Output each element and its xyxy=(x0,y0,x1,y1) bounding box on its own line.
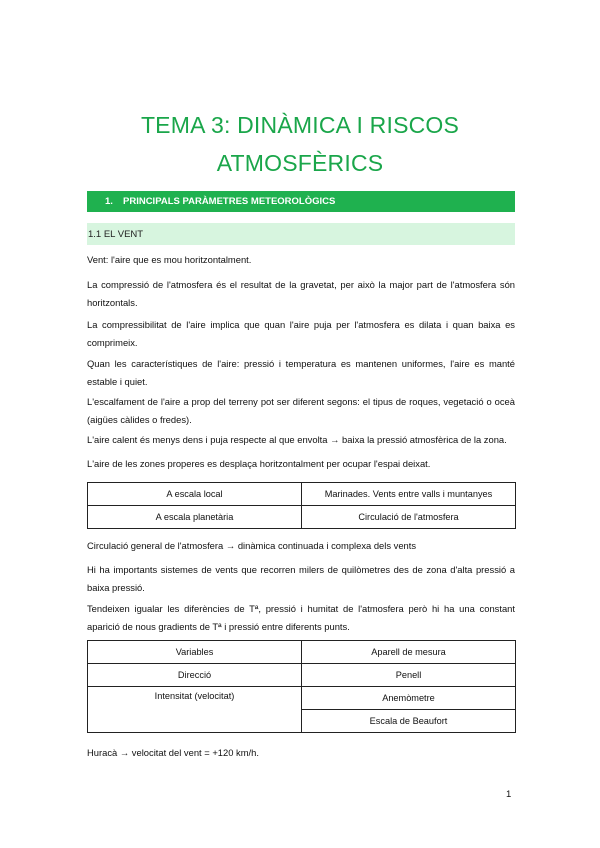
section-heading-bar xyxy=(87,191,515,212)
paragraph: La compressió de l'atmosfera és el resultat de la gravetat, per això la major part de l'atmosfera són horitzontals. xyxy=(87,279,515,308)
paragraph: Hi ha importants sistemes de vents que recorren milers de quilòmetres des de zona d'alta pressió a baixa pressió. xyxy=(87,564,515,593)
paragraph: Quan les característiques de l'aire: pressió i temperatura es mantenen uniformes, l'aire es manté estable i quiet. xyxy=(87,358,515,387)
page-number: 1 xyxy=(506,789,512,800)
table-cell: Circulació de l'atmosfera xyxy=(302,506,516,529)
table-cell: A escala planetària xyxy=(88,506,302,529)
paragraph: Tendeixen igualar les diferències de Tª, pressió i humitat de l'atmosfera però hi ha una constant aparició de nous gradients de Tª i pressió entre diferents punts. xyxy=(87,603,515,632)
table-header-cell: Variables xyxy=(88,641,302,664)
paragraph: Circulació general de l'atmosfera → dinàmica continuada i complexa dels vents xyxy=(87,540,417,551)
page-title-line-1: TEMA 3: DINÀMICA I RISCOS xyxy=(140,112,460,138)
table-cell: Anemòmetre xyxy=(302,687,516,710)
table-cell: Penell xyxy=(302,664,516,687)
subsection-title: 1.1 EL VENT xyxy=(88,229,144,240)
table-cell: Escala de Beaufort xyxy=(302,710,516,733)
table-row xyxy=(88,483,516,506)
paragraph: L'aire calent és menys dens i puja respecte al que envolta → baixa la pressió atmosfèrica de la zona. xyxy=(87,434,507,445)
wind-variables-table xyxy=(87,640,516,733)
page-title-line-2: ATMOSFÈRICS xyxy=(216,150,384,176)
section-number: 1. xyxy=(105,196,113,207)
table-header-cell: Aparell de mesura xyxy=(302,641,516,664)
paragraph: L'aire de les zones properes es desplaça horitzontalment per ocupar l'espai deixat. xyxy=(87,458,431,469)
table-row xyxy=(88,687,516,710)
wind-scale-table xyxy=(87,482,516,529)
table-row xyxy=(88,664,516,687)
paragraph: Vent: l'aire que es mou horitzontalment. xyxy=(87,254,252,265)
table-cell: Marinades. Vents entre valls i muntanyes xyxy=(302,483,516,506)
paragraph: L'escalfament de l'aire a prop del terreny pot ser diferent segons: el tipus de roques, vegetació o oceà (aigües càlides o fredes). xyxy=(87,396,515,425)
table-row xyxy=(88,506,516,529)
subsection-heading-bar xyxy=(87,223,515,245)
table-header-row xyxy=(88,641,516,664)
table-cell: Intensitat (velocitat) xyxy=(88,687,302,733)
table-cell: A escala local xyxy=(88,483,302,506)
section-title: PRINCIPALS PARÀMETRES METEOROLÒGICS xyxy=(123,196,336,207)
table-cell: Direcció xyxy=(88,664,302,687)
paragraph: Huracà → velocitat del vent = +120 km/h. xyxy=(87,747,259,758)
paragraph: La compressibilitat de l'aire implica que quan l'aire puja per l'atmosfera es dilata i quan baixa es comprimeix. xyxy=(87,319,515,348)
